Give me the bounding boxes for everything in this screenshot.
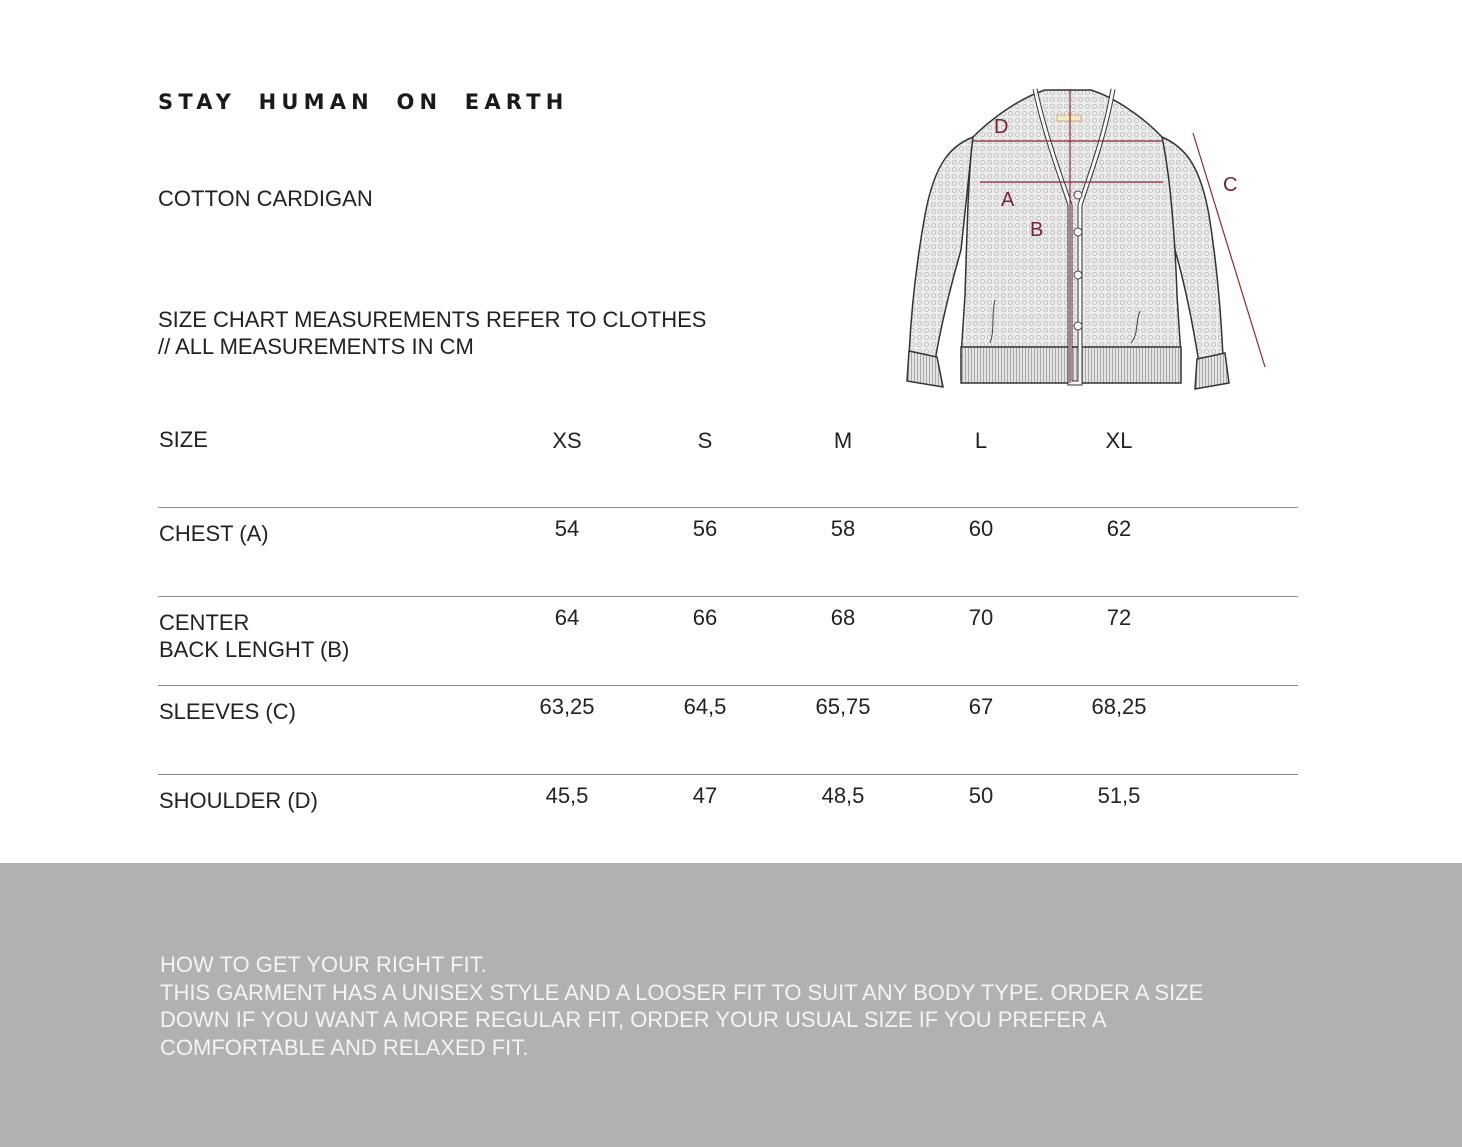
- size-table: [158, 418, 1298, 863]
- table-row-sleeves: [158, 685, 1298, 774]
- table-cell: 68: [830, 605, 856, 630]
- table-row-chest: [158, 507, 1298, 596]
- table-cell: 62: [1106, 516, 1132, 541]
- table-cell: 64: [554, 605, 580, 630]
- table-cell: 66: [692, 605, 718, 630]
- row-label: CHEST (A): [159, 521, 269, 546]
- table-cell: 67: [968, 694, 994, 719]
- size-header-xl: XL: [1105, 428, 1133, 453]
- table-cell: 47: [692, 783, 718, 808]
- table-cell: 54: [554, 516, 580, 541]
- fit-guide-line1: HOW TO GET YOUR RIGHT FIT.: [160, 952, 487, 977]
- brand-title: STAY HUMAN ON EARTH: [158, 90, 569, 114]
- table-cell: 60: [968, 516, 994, 541]
- right-cuff: [1195, 353, 1229, 389]
- fit-guide-line3: DOWN IF YOU WANT A MORE REGULAR FIT, ORDER YOUR USUAL SIZE IF YOU PREFER A: [160, 1007, 1107, 1032]
- fit-guide-banner: [0, 863, 1462, 1147]
- row-label-line2: BACK LENGHT (B): [159, 637, 350, 662]
- table-cell: 72: [1106, 605, 1132, 630]
- table-cell: 58: [830, 516, 856, 541]
- table-row-back-length: [158, 596, 1298, 685]
- product-name: COTTON CARDIGAN: [158, 186, 373, 211]
- fit-guide-line4: COMFORTABLE AND RELAXED FIT.: [160, 1034, 529, 1060]
- row-label-line1: CENTER: [159, 610, 250, 635]
- fit-guide-line2: THIS GARMENT HAS A UNISEX STYLE AND A LOOSER FIT TO SUIT ANY BODY TYPE. ORDER A SIZE: [160, 979, 1204, 1005]
- table-cell: 48,5: [821, 783, 865, 808]
- size-header-xs: XS: [552, 428, 582, 453]
- table-cell: 65,75: [815, 694, 871, 719]
- row-label: SHOULDER (D): [159, 788, 318, 813]
- table-row-shoulder: [158, 774, 1298, 863]
- neck-label: [1057, 115, 1081, 121]
- table-cell: 56: [692, 516, 718, 541]
- table-header-row: [158, 418, 1298, 507]
- cardigan-diagram: [895, 75, 1280, 405]
- row-label: SLEEVES (C): [159, 699, 296, 724]
- diagram-label-d: D: [994, 116, 1009, 138]
- fit-guide-text: [160, 951, 1310, 1061]
- table-cell: 68,25: [1091, 694, 1147, 719]
- measurement-note-line2: // ALL MEASUREMENTS IN CM: [158, 334, 474, 359]
- table-header-label: SIZE: [159, 427, 208, 452]
- size-header-s: S: [697, 428, 713, 453]
- measurement-note: [158, 306, 706, 360]
- diagram-label-b: B: [1030, 219, 1044, 241]
- size-header-m: M: [833, 428, 853, 453]
- size-header-l: L: [974, 428, 988, 453]
- measurement-note-line1: SIZE CHART MEASUREMENTS REFER TO CLOTHES: [158, 307, 707, 332]
- row-label: [159, 609, 349, 663]
- diagram-label-c: C: [1223, 174, 1238, 196]
- left-cuff: [907, 351, 943, 387]
- table-cell: 51,5: [1097, 783, 1141, 808]
- table-cell: 45,5: [545, 783, 589, 808]
- diagram-label-a: A: [1001, 189, 1015, 211]
- table-cell: 64,5: [683, 694, 727, 719]
- table-cell: 70: [968, 605, 994, 630]
- table-cell: 50: [968, 783, 994, 808]
- table-cell: 63,25: [539, 694, 595, 719]
